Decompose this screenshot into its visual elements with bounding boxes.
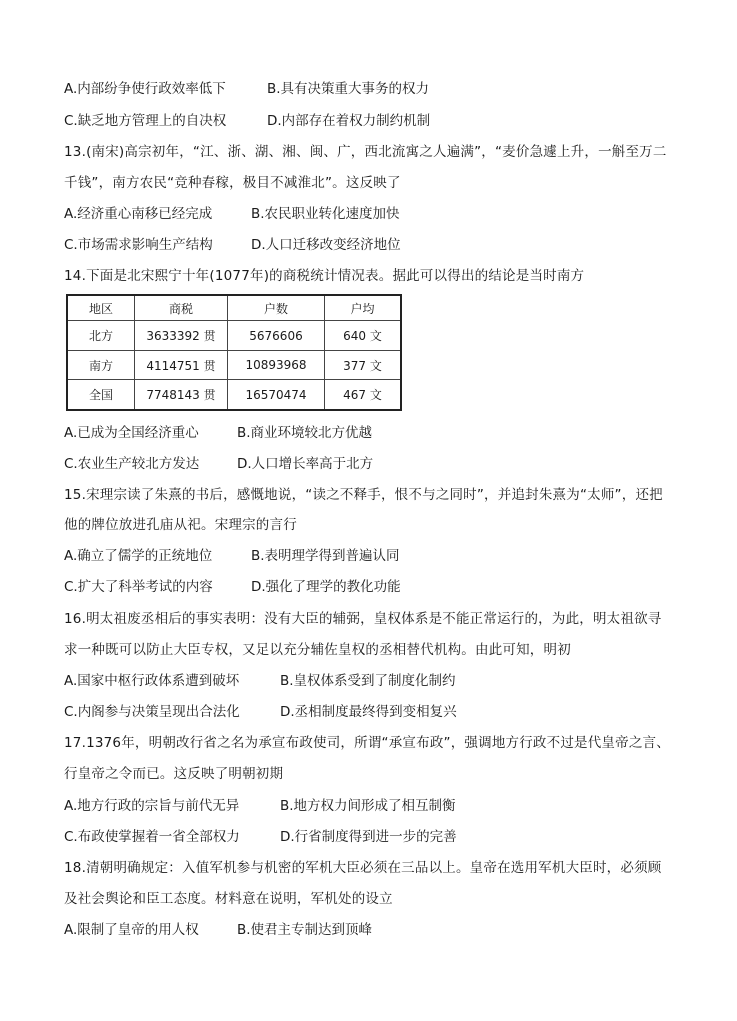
q16-option-d: D.丞相制度最终得到变相复兴 [280, 704, 457, 720]
table-cell: 北方 [67, 321, 135, 351]
q14-stem: 14.下面是北宋熙宁十年(1077年)的商税统计情况表。据此可以得出的结论是当时南方 [64, 268, 585, 284]
q14-option-a: A.已成为全国经济重心 [64, 425, 199, 441]
q16-option-b: B.皇权体系受到了制度化制约 [280, 673, 456, 689]
q16-stem-line-2: 求一种既可以防止大臣专权，又足以充分辅佐皇权的丞相替代机构。由此可知，明初 [64, 642, 571, 658]
q14-option-c: C.农业生产较北方发达 [64, 456, 200, 472]
table-cell: 10893968 [228, 350, 325, 380]
table-cell: 南方 [67, 350, 135, 380]
table-header: 商税 [135, 295, 228, 321]
q18-option-b: B.使君主专制达到顶峰 [237, 922, 373, 938]
q17-stem-line-1: 17.1376年，明朝改行省之名为承宣布政使司，所谓“承宣布政”，强调地方行政不过是代皇帝之言、 [64, 735, 670, 751]
table-header: 地区 [67, 295, 135, 321]
q16-stem-line-1: 16.明太祖废丞相后的事实表明：没有大臣的辅弼，皇权体系是不能正常运行的，为此，明太祖欲寻 [64, 611, 662, 627]
table-cell: 3633392 贯 [135, 321, 228, 351]
q16-option-c: C.内阁参与决策呈现出合法化 [64, 704, 240, 720]
q12-option-a: A.内部纷争使行政效率低下 [64, 81, 226, 97]
table-cell: 4114751 贯 [135, 350, 228, 380]
table-row [67, 380, 401, 410]
q18-stem-line-2: 及社会舆论和臣工态度。材料意在说明，军机处的设立 [64, 891, 393, 907]
q14-option-d: D.人口增长率高于北方 [237, 456, 374, 472]
q15-option-b: B.表明理学得到普遍认同 [251, 548, 400, 564]
table-row [67, 350, 401, 380]
table-cell: 640 文 [325, 321, 402, 351]
q13-option-a: A.经济重心南移已经完成 [64, 206, 213, 222]
table-cell: 377 文 [325, 350, 402, 380]
table-cell: 467 文 [325, 380, 402, 410]
table-cell: 16570474 [228, 380, 325, 410]
q18-stem-line-1: 18.清朝明确规定：入值军机参与机密的军机大臣必须在三品以上。皇帝在选用军机大臣时，必须顾 [64, 860, 662, 876]
q17-option-a: A.地方行政的宗旨与前代无异 [64, 798, 240, 814]
table-header-row [67, 295, 401, 321]
q13-option-c: C.市场需求影响生产结构 [64, 237, 213, 253]
q17-option-d: D.行省制度得到进一步的完善 [280, 829, 457, 845]
q12-option-c: C.缺乏地方管理上的自决权 [64, 113, 227, 129]
q18-option-a: A.限制了皇帝的用人权 [64, 922, 199, 938]
q13-option-b: B.农民职业转化速度加快 [251, 206, 400, 222]
q17-stem-line-2: 行皇帝之令而已。这反映了明朝初期 [64, 766, 284, 782]
q15-stem-line-1: 15.宋理宗读了朱熹的书后，感慨地说，“读之不释手，恨不与之同时”，并追封朱熹为“太师”，还把 [64, 487, 663, 503]
table-cell: 5676606 [228, 321, 325, 351]
q16-option-a: A.国家中枢行政体系遭到破坏 [64, 673, 240, 689]
q13-option-d: D.人口迁移改变经济地位 [251, 237, 401, 253]
q15-option-d: D.强化了理学的教化功能 [251, 579, 401, 595]
q13-stem-line-2: 千钱”，南方农民“竞种春稼，极目不减淮北”。这反映了 [64, 175, 401, 191]
q15-option-c: C.扩大了科举考试的内容 [64, 579, 213, 595]
q12-option-b: B.具有决策重大事务的权力 [267, 81, 430, 97]
q17-option-c: C.布政使掌握着一省全部权力 [64, 829, 240, 845]
table-header: 户数 [228, 295, 325, 321]
table-cell: 7748143 贯 [135, 380, 228, 410]
q17-option-b: B.地方权力间形成了相互制衡 [280, 798, 456, 814]
table-cell: 全国 [67, 380, 135, 410]
table-row [67, 321, 401, 351]
table-header: 户均 [325, 295, 402, 321]
q15-stem-line-2: 他的牌位放进孔庙从祀。宋理宗的言行 [64, 517, 297, 533]
q15-option-a: A.确立了儒学的正统地位 [64, 548, 213, 564]
q12-option-d: D.内部存在着权力制约机制 [267, 113, 431, 129]
q13-stem-line-1: 13.(南宋)高宗初年，“江、浙、湖、湘、闽、广，西北流寓之人遍满”，“麦价急遽上升，一斛至万二 [64, 144, 667, 160]
q14-option-b: B.商业环境较北方优越 [237, 425, 373, 441]
tax-statistics-table [66, 294, 402, 411]
